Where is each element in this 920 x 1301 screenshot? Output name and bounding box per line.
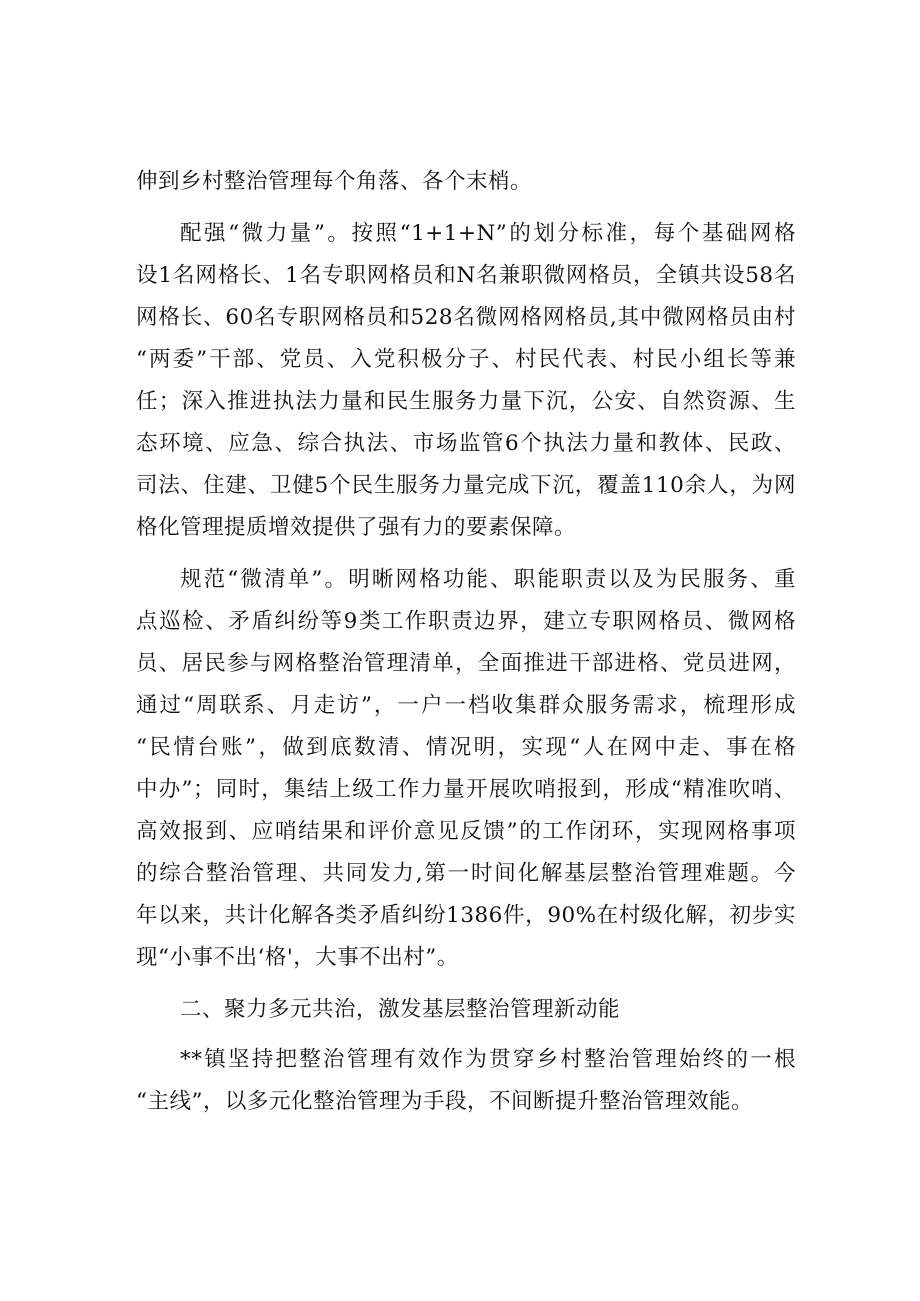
text-line: 网格长、60名专职网格员和528名微网格网格员,其中微网格员由村 [136,305,796,330]
text-line: 点巡检、矛盾纠纷等9类工作职责边界，建立专职网格员、微网格 [136,609,796,634]
text-line: 员、居民参与网格整治管理清单，全面推进干部进格、党员进网， [136,651,796,676]
text-line: 伸到乡村整治管理每个角落、各个末梢。 [136,169,533,194]
text-line: 的综合整治管理、共同发力,第一时间化解基层整治管理难题。今 [136,861,796,886]
heading-line: 二、聚力多元共治，激发基层整治管理新动能 [180,997,621,1022]
text-line: **镇坚持把整治管理有效作为贯穿乡村整治管理始终的一根 [180,1047,796,1072]
text-line: 中办”；同时，集结上级工作力量开展吹哨报到，形成“精准吹哨、 [136,777,796,802]
text-line: 现“小事不出‘格'，大事不出村”。 [136,945,459,970]
text-line: 配强“微力量”。按照“1+1+N”的划分标准，每个基础网格 [180,221,796,246]
text-line: 通过“周联系、月走访”，一户一档收集群众服务需求，梳理形成 [136,693,796,718]
text-line: “民情台账”，做到底数清、情况明，实现“人在网中走、事在格 [136,735,796,760]
text-line: 设1名网格长、1名专职网格员和N名兼职微网格员，全镇共设58名 [136,263,796,288]
text-line: 规范“微清单”。明晰网格功能、职能职责以及为民服务、重 [180,567,796,592]
text-line: “主线”，以多元化整治管理为手段，不间断提升整治管理效能。 [136,1089,753,1114]
text-line: 司法、住建、卫健5个民生服务力量完成下沉，覆盖110余人，为网 [136,473,796,498]
text-line: 任；深入推进执法力量和民生服务力量下沉，公安、自然资源、生 [136,389,796,414]
text-line: “两委”干部、党员、入党积极分子、村民代表、村民小组长等兼 [136,347,796,372]
text-line: 态环境、应急、综合执法、市场监管6个执法力量和教体、民政、 [136,431,796,456]
text-line: 格化管理提质增效提供了强有力的要素保障。 [136,515,577,540]
text-line: 年以来，共计化解各类矛盾纠纷1386件，90%在村级化解，初步实 [136,903,796,928]
text-line: 高效报到、应哨结果和评价意见反馈”的工作闭环，实现网格事项 [136,819,796,844]
